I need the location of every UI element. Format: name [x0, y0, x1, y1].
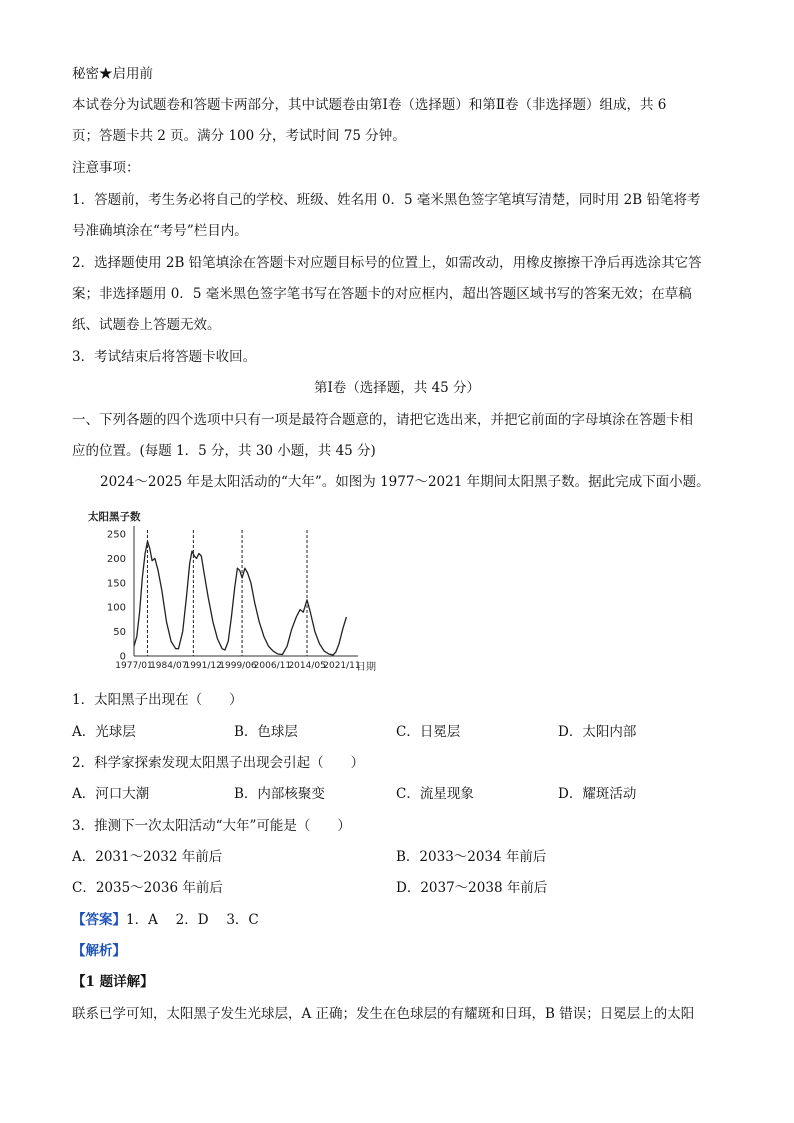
- chart-x-tick-label: 2021/11: [323, 661, 361, 671]
- answer-label: 【答案】: [72, 912, 126, 928]
- notice-line: 号准确填涂在“考号”栏目内。: [72, 223, 248, 239]
- answer-line: [72, 910, 259, 930]
- chart-y-tick-label: 100: [106, 602, 126, 614]
- answer-text: 1．A 2．D 3．C: [126, 912, 259, 928]
- notice-line: 案；非选择题用 0．5 毫米黑色签字笔书写在答题卡的对应框内，超出答题区域书写的答案无效；在草稿: [72, 286, 692, 302]
- chart-x-tick-label: 2014/05: [288, 661, 326, 671]
- chart-y-tick-label: 0: [119, 651, 126, 663]
- chart-x-tick-label: 1984/07: [150, 661, 188, 671]
- chart-peak-dashes: [147, 530, 307, 656]
- question-1-stem: 1．太阳黑子出现在（ ）: [72, 692, 243, 708]
- notice-line: 2．选择题使用 2B 铅笔填涂在答题卡对应题目标号的位置上，如需改动，用橡皮擦擦干净后再选涂其它答: [72, 255, 702, 271]
- q2-option-a[interactable]: A．河口大潮: [72, 786, 150, 802]
- chart-series-line: [134, 541, 346, 655]
- chart-y-tick-label: 150: [106, 578, 126, 590]
- intro-line-1: 本试卷分为试题卷和答题卡两部分，其中试题卷由第Ⅰ卷（选择题）和第Ⅱ卷（非选择题）组成，共 6: [72, 97, 667, 113]
- q2-option-b[interactable]: B．内部核聚变: [234, 786, 325, 802]
- chart-x-tick-label: 1977/01: [115, 661, 153, 671]
- question-stem-intro: 2024～2025 年是太阳活动的“大年”。如图为 1977～2021 年期间太阳黑子数。据此完成下面小题。: [100, 474, 710, 490]
- notice-title: 注意事项：: [72, 160, 140, 176]
- q2-option-c[interactable]: C．流星现象: [396, 786, 474, 802]
- notice-line: 纸、试题卷上答题无效。: [72, 317, 221, 333]
- q3-option-a[interactable]: A．2031～2032 年前后: [72, 849, 223, 865]
- notice-line: 3．考试结束后将答题卡收回。: [72, 349, 257, 365]
- intro-line-2: 页；答题卡共 2 页。满分 100 分，考试时间 75 分钟。: [72, 128, 406, 144]
- chart-y-tick-label: 250: [106, 529, 126, 541]
- chart-x-tick-label: 1991/12: [184, 661, 222, 671]
- question-3-stem: 3．推测下一次太阳活动“大年”可能是（ ）: [72, 818, 351, 834]
- q1-option-d[interactable]: D．太阳内部: [558, 724, 637, 740]
- chart-ylabel: 太阳黑子数: [88, 511, 141, 523]
- section-title: 第Ⅰ卷（选择题，共 45 分）: [313, 380, 481, 396]
- chart-x-tick-label: 1999/06: [219, 661, 257, 671]
- detail-text: 联系已学可知，太阳黑子发生光球层，A 正确；发生在色球层的有耀斑和日珥，B 错误；日冕层上的太阳: [72, 1006, 695, 1022]
- section-instruction-2: 应的位置。(每题 1．5 分，共 30 小题，共 45 分): [72, 443, 376, 459]
- q2-option-d[interactable]: D．耀斑活动: [558, 786, 637, 802]
- section-instruction-1: 一、下列各题的四个选项中只有一项是最符合题意的，请把它选出来，并把它前面的字母填涂在答题卡相: [72, 412, 693, 428]
- chart-y-tick-label: 50: [113, 627, 126, 639]
- chart-x-tick-label: 2006/11: [253, 661, 292, 671]
- chart-series: [134, 541, 346, 655]
- chart-y-tick-label: 200: [106, 553, 126, 565]
- q1-option-a[interactable]: A．光球层: [72, 724, 136, 740]
- analysis-label: 【解析】: [72, 943, 126, 959]
- detail-label: 【1 题详解】: [72, 974, 154, 990]
- q1-option-c[interactable]: C．日冕层: [396, 724, 461, 740]
- sunspot-chart: [84, 506, 384, 676]
- q1-option-b[interactable]: B．色球层: [234, 724, 298, 740]
- chart-xlabel: 日期: [356, 662, 376, 673]
- q3-option-c[interactable]: C．2035～2036 年前后: [72, 880, 223, 896]
- secret-label: 秘密★启用前: [72, 66, 153, 82]
- q3-option-d[interactable]: D．2037～2038 年前后: [396, 880, 548, 896]
- question-2-stem: 2．科学家探索发现太阳黑子出现会引起（ ）: [72, 755, 365, 771]
- notice-line: 1．答题前，考生务必将自己的学校、班级、姓名用 0．5 毫米黑色签字笔填写清楚，同时用 2B 铅笔将考: [72, 192, 701, 208]
- q3-option-b[interactable]: B．2033～2034 年前后: [396, 849, 547, 865]
